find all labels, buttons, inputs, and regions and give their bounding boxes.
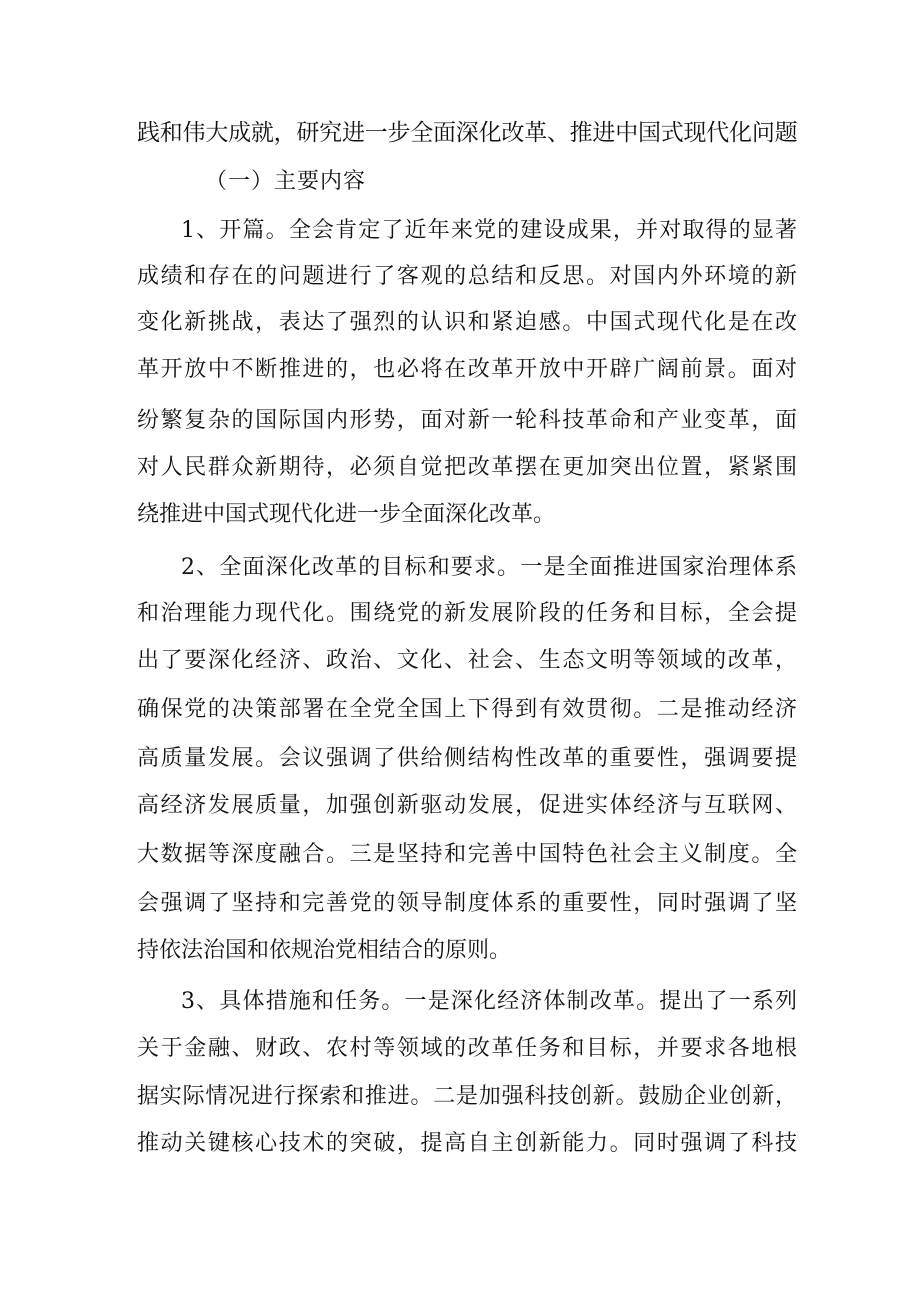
paragraph-line: 高经济发展质量，加强创新驱动发展，促进实体经济与互联网、 (137, 793, 797, 818)
paragraph-line: 变化新挑战，表达了强烈的认识和紧迫感。中国式现代化是在改 (137, 310, 797, 335)
paragraph-line: 纷繁复杂的国际国内形势，面对新一轮科技革命和产业变革，面 (137, 408, 797, 433)
section-heading: （一）主要内容 (205, 169, 367, 194)
paragraph-line: 对人民群众新期待，必须自觉把改革摆在更加突出位置，紧紧围 (137, 455, 797, 480)
paragraph-line: 持依法治国和依规治党相结合的原则。 (137, 938, 512, 963)
paragraph-line: 革开放中不断推进的，也必将在改革开放中开辟广阔前景。面对 (137, 357, 797, 382)
paragraph-line: 推动关键核心技术的突破，提高自主创新能力。同时强调了科技 (137, 1131, 797, 1156)
paragraph-line: 3、具体措施和任务。一是深化经济体制改革。提出了一系列 (181, 989, 797, 1014)
paragraph-line: 2、全面深化改革的目标和要求。一是全面推进国家治理体系 (181, 555, 797, 580)
paragraph-line: 绕推进中国式现代化进一步全面深化改革。 (137, 502, 556, 527)
paragraph-line: 关于金融、财政、农村等领域的改革任务和目标，并要求各地根 (137, 1036, 797, 1061)
paragraph-line: 会强调了坚持和完善党的领导制度体系的重要性，同时强调了坚 (137, 891, 797, 916)
paragraph-line: 高质量发展。会议强调了供给侧结构性改革的重要性，强调要提 (137, 746, 797, 771)
paragraph-line: 大数据等深度融合。三是坚持和完善中国特色社会主义制度。全 (137, 842, 797, 867)
paragraph-line: 出了要深化经济、政治、文化、社会、生态文明等领域的改革， (137, 648, 797, 673)
paragraph-line: 和治理能力现代化。围绕党的新发展阶段的任务和目标，全会提 (137, 601, 797, 626)
paragraph-line: 1、开篇。全会肯定了近年来党的建设成果，并对取得的显著 (181, 218, 797, 243)
paragraph-line: 据实际情况进行探索和推进。二是加强科技创新。鼓励企业创新， (137, 1084, 797, 1109)
paragraph-line: 成绩和存在的问题进行了客观的总结和反思。对国内外环境的新 (137, 264, 797, 289)
continuation-line: 践和伟大成就，研究进一步全面深化改革、推进中国式现代化问题 (137, 120, 797, 146)
paragraph-line: 确保党的决策部署在全党全国上下得到有效贯彻。二是推动经济 (137, 697, 797, 722)
